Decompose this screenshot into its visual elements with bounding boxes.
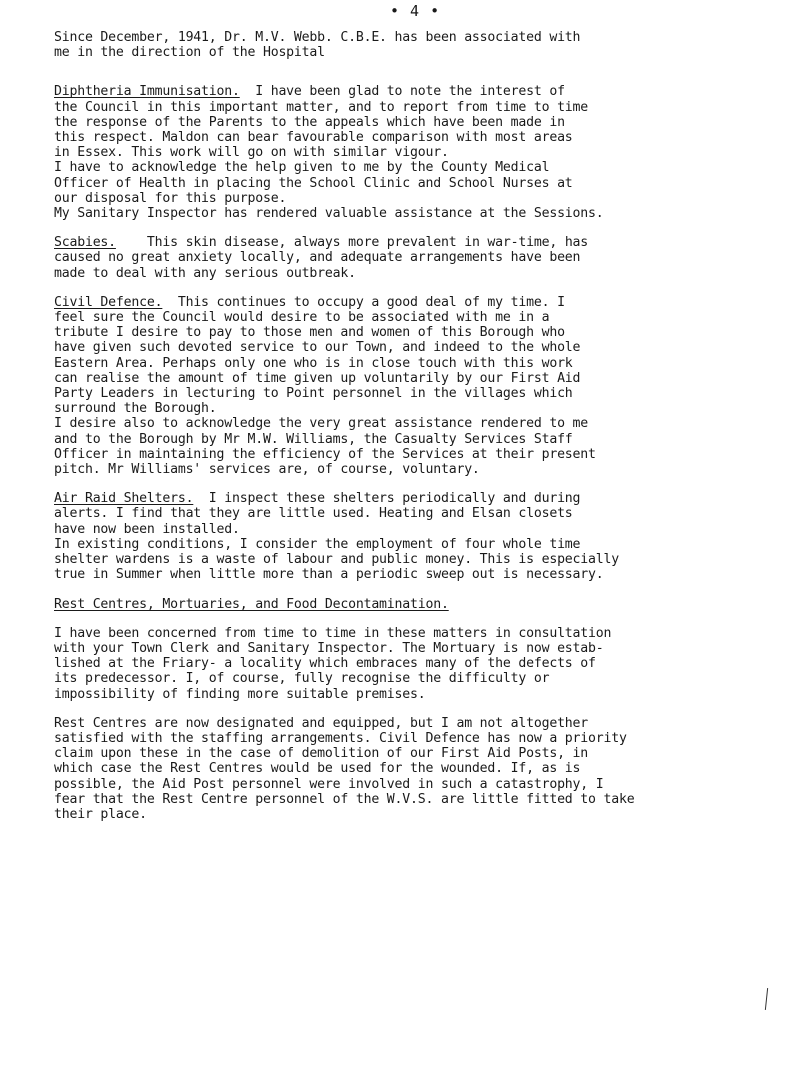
text-line: pitch. Mr Williams' services are, of course, voluntary. [54, 462, 480, 478]
section-heading: Air Raid Shelters. [54, 491, 194, 507]
section-rest-centres-mortuary [54, 626, 792, 702]
text-line: feel sure the Council would desire to be associated with me in a [54, 310, 550, 326]
text-run: This continues to occupy a good deal of my time. I [162, 294, 565, 310]
section-scabies [54, 235, 792, 281]
section-civil-defence-acknowledgement [54, 416, 792, 477]
text-line: have given such devoted service to our Town, and indeed to the whole [54, 340, 581, 356]
section-rest-centres-staffing [54, 716, 792, 822]
text-line: have now been installed. [54, 521, 240, 537]
text-line: Officer in maintaining the efficiency of the Services at their present [54, 446, 596, 462]
text-line: fear that the Rest Centre personnel of the W.V.S. are little fitted to take [54, 791, 635, 807]
text-run: This skin disease, always more prevalent in war-time, has [115, 235, 589, 251]
text-line [54, 235, 792, 250]
intro-line: Since December, 1941, Dr. M.V. Webb. C.B.E. has been associated with [54, 30, 581, 45]
text-line: possible, the Aid Post personnel were involved in such a catastrophy, I [54, 776, 604, 792]
text-line: with your Town Clerk and Sanitary Inspector. The Mortuary is now estab- [54, 640, 604, 656]
text-line: Party Leaders in lecturing to Point personnel in the villages which [54, 386, 573, 402]
text-line: Rest Centres are now designated and equipped, but I am not altogether [54, 715, 589, 731]
text-line: its predecessor. I, of course, fully recognise the difficulty or [54, 671, 550, 687]
section-heading: Scabies. [54, 235, 116, 251]
text-line: the response of the Parents to the appeals which have been made in [54, 114, 565, 130]
text-line: I have been concerned from time to time in these matters in consultation [54, 625, 612, 641]
section-heading: Civil Defence. [54, 294, 163, 310]
text-line: I desire also to acknowledge the very great assistance rendered to me [54, 416, 589, 432]
pen-mark [765, 988, 768, 1010]
text-run: I inspect these shelters periodically and during [193, 491, 581, 507]
intro-line: me in the direction of the Hospital [54, 45, 325, 61]
section-civil-defence [54, 295, 792, 417]
intro-paragraph [54, 30, 792, 60]
text-line: made to deal with any serious outbreak. [54, 265, 356, 281]
text-line [54, 295, 792, 310]
text-line: can realise the amount of time given up voluntarily by our First Aid [54, 370, 581, 386]
text-line: My Sanitary Inspector has rendered valuable assistance at the Sessions. [54, 206, 604, 222]
text-line: this respect. Maldon can bear favourable comparison with most areas [54, 130, 573, 146]
text-line: In existing conditions, I consider the employment of four whole time [54, 536, 581, 552]
text-line: tribute I desire to pay to those men and women of this Borough who [54, 325, 565, 341]
section-heading: Diphtheria Immunisation. [54, 84, 240, 100]
section-heading-rest-centres: Rest Centres, Mortuaries, and Food Decontamination. [54, 596, 449, 612]
text-line: shelter wardens is a waste of labour and public money. This is especially [54, 552, 619, 568]
text-line: impossibility of finding more suitable premises. [54, 686, 426, 702]
text-line: surround the Borough. [54, 401, 217, 417]
text-line: claim upon these in the case of demolition of our First Aid Posts, in [54, 746, 589, 762]
text-run: I have been glad to note the interest of [239, 84, 565, 100]
text-line: Eastern Area. Perhaps only one who is in close touch with this work [54, 355, 573, 371]
text-line: their place. [54, 806, 147, 822]
text-line [54, 84, 792, 99]
text-line: alerts. I find that they are little used. Heating and Elsan closets [54, 506, 573, 522]
text-line: our disposal for this purpose. [54, 190, 287, 206]
page-number: • 4 • [390, 2, 441, 20]
text-line: true in Summer when little more than a periodic sweep out is necessary. [54, 567, 604, 583]
text-line: which case the Rest Centres would be used for the wounded. If, as is [54, 761, 581, 777]
text-line: caused no great anxiety locally, and adequate arrangements have been [54, 250, 581, 266]
section-diphtheria [54, 84, 792, 221]
text-line: and to the Borough by Mr M.W. Williams, the Casualty Services Staff [54, 431, 573, 447]
text-line: satisfied with the staffing arrangements. Civil Defence has now a priority [54, 730, 627, 746]
text-line: Officer of Health in placing the School Clinic and School Nurses at [54, 175, 573, 191]
section-air-raid-shelters [54, 491, 792, 582]
text-line: lished at the Friary- a locality which embraces many of the defects of [54, 656, 596, 672]
text-line [54, 491, 792, 506]
text-line: I have to acknowledge the help given to me by the County Medical [54, 160, 550, 176]
document-body [54, 30, 792, 836]
text-line: the Council in this important matter, and to report from time to time [54, 99, 589, 115]
text-line: in Essex. This work will go on with similar vigour. [54, 145, 449, 161]
